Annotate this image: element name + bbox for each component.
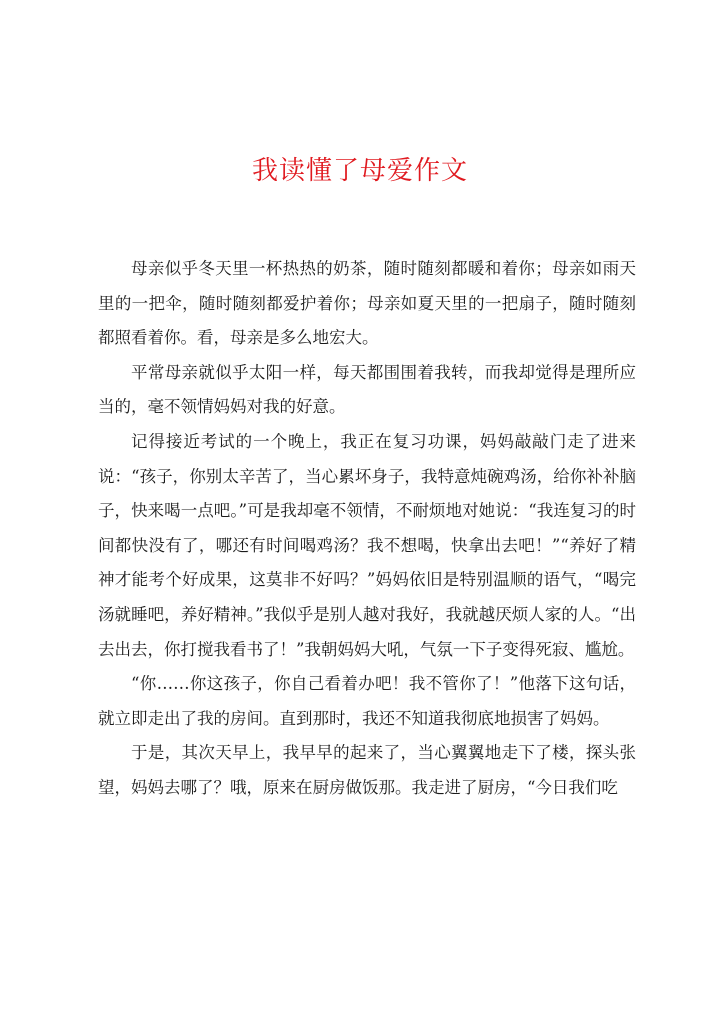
paragraph: 母亲似乎冬天里一杯热热的奶茶，随时随刻都暖和着你；母亲如雨天里的一把伞，随时随刻都爱护着你；母亲如夏天里的一把扇子，随时随刻都照看着你。看，母亲是多么地宏大。 — [98, 259, 636, 348]
paragraph: 于是，其次天早上，我早早的起来了，当心翼翼地走下了楼，探头张望，妈妈去哪了？哦，原来在厨房做饭那。我走进了厨房，“今日我们吃 — [98, 743, 636, 797]
document-title: 我读懂了母爱作文 — [251, 156, 468, 186]
paragraph: 平常母亲就似乎太阳一样，每天都围围着我转，而我却觉得是理所应当的，毫不领情妈妈对我的好意。 — [98, 362, 636, 417]
paragraph: 记得接近考试的一个晚上，我正在复习功课，妈妈敲敲门走了进来说：“孩子，你别太辛苦了，当心累坏身子，我特意炖碗鸡汤，给你补补脑子，快来喝一点吧。”可是我却毫不领情，不耐烦地对她说：“我连复习的时间都快没有了，哪还有时间喝鸡汤？我不想喝，快拿出去吧！”“养好了精神才能考个好成果，这莫非不好吗？”妈妈依旧是特别温顺的语气，“喝完汤就睡吧，养好精神。”我似乎是别人越对我好，我就越厌烦人家的人。“出去出去，你打搅我看书了！”我朝妈妈大吼，气氛一下子变得死寂、尴尬。 — [98, 431, 636, 659]
paragraph: “你……你这孩子，你自己看着办吧！我不管你了！”他落下这句话，就立即走出了我的房间。直到那时，我还不知道我彻底地损害了妈妈。 — [98, 674, 636, 728]
document-body — [98, 252, 636, 806]
